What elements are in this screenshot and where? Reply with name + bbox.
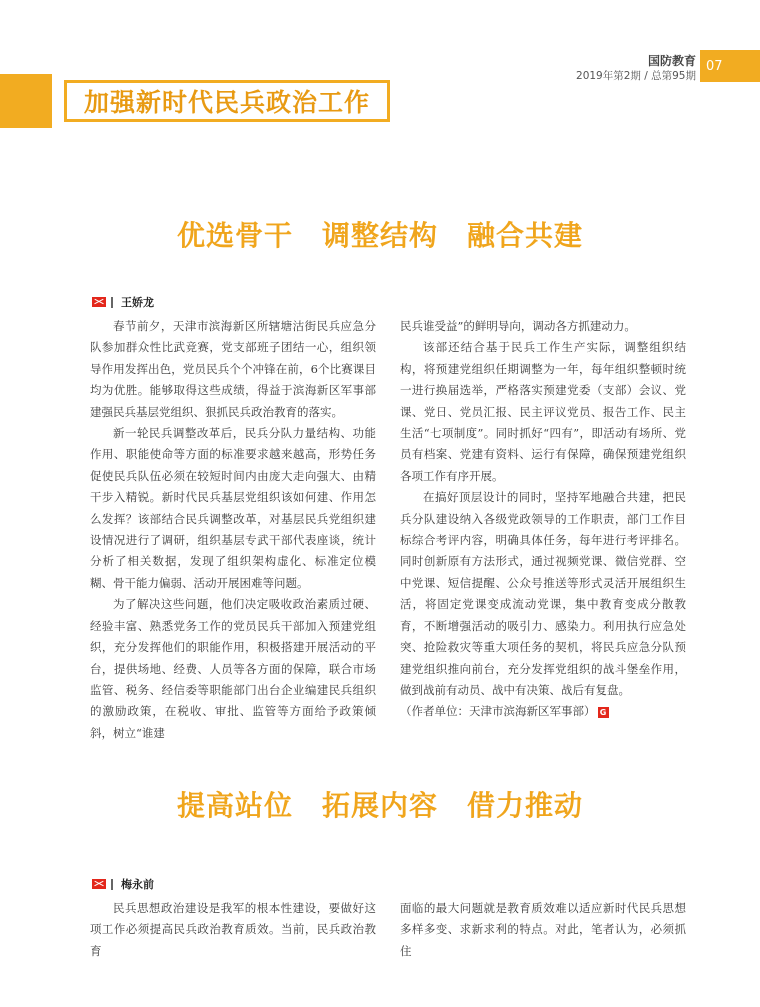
article1-author: 王娇龙: [121, 296, 154, 309]
byline-divider: [111, 297, 113, 308]
section-title-box: [64, 80, 390, 122]
article2-headline: 提高站位 拓展内容 借力推动: [176, 789, 583, 822]
article1-author-note: （作者单位：天津市滨海新区军事部）: [400, 704, 596, 719]
article2-paragraph: 民兵思想政治建设是我军的根本性建设，要做好这项工作必须提高民兵政治教育质效。当前，民兵政治教育: [90, 901, 376, 958]
page-number-box: [700, 50, 760, 82]
article1-byline: [92, 294, 154, 310]
header-accent-block: [0, 74, 52, 128]
section-title: 加强新时代民兵政治工作: [83, 88, 370, 117]
article2-author: 梅永前: [121, 878, 154, 891]
page-number: 07: [706, 58, 723, 74]
author-mark-icon: [92, 879, 106, 889]
article1-author-note-line: [400, 701, 686, 722]
article1-paragraph: 春节前夕，天津市滨海新区所辖塘沽街民兵应急分队参加群众性比武竞赛，党支部班子团结一心，组织领导作用发挥出色，党员民兵个个冲锋在前，6个比赛课目均为优胜。能够取得这些成绩，得益于滨海新区军事部建强民兵基层党组织、狠抓民兵政治教育的落实。: [90, 319, 376, 419]
article1-paragraph: 在搞好顶层设计的同时，坚持军地融合共建，把民兵分队建设纳入各级党政领导的工作职责，部门工作目标综合考评内容，明确具体任务，每年进行考评排名。同时创新原有方法形式，通过视频党课、微信党群、空中党课、短信提醒、公众号推送等形式灵活开展组织生活，将固定党课变成流动党课，集中教育变成分散教育，不断增强活动的吸引力、感染力。利用执行应急处突、抢险救灾等重大项任务的契机，将民兵应急分队预建党组织推向前台，充分发挥党组织的战斗堡垒作用，做到战前有动员、战中有决策、战后有复盘。: [400, 490, 686, 697]
issue-info: 2019年第2期 / 总第95期: [576, 70, 696, 82]
author-mark-icon: [92, 297, 106, 307]
article1-paragraph: 为了解决这些问题，他们决定吸收政治素质过硬、经验丰富、熟悉党务工作的党员民兵干部加入预建党组织，充分发挥他们的职能作用，积极搭建开展活动的平台，提供场地、经费、人员等各方面的保障，联合市场监管、税务、经信委等职能部门出台企业编建民兵组织的激励政策，在税收、审批、监管等方面给予政策倾斜，树立“谁建: [90, 597, 376, 740]
article2-right-column: [400, 898, 686, 962]
journal-name: 国防教育: [647, 54, 696, 68]
byline-divider: [111, 879, 113, 890]
article1-continuation: 民兵谁受益”的鲜明导向，调动各方抓建动力。: [400, 319, 636, 333]
end-mark-icon: G: [598, 707, 609, 718]
article1-paragraph: 该部还结合基于民兵工作生产实际，调整组织结构，将预建党组织任期调整为一年，每年组织整顿时统一进行换届选举，严格落实预建党委（支部）会议、党课、党日、党员汇报、民主评议党员、报告工作、民主生活“七项制度”。同时抓好“四有”，即活动有场所、党员有档案、党建有资料、运行有保障，确保预建党组织各项工作有序开展。: [400, 340, 686, 483]
article1-headline: 优选骨干 调整结构 融合共建: [176, 219, 583, 252]
article2-left-column: [90, 898, 376, 962]
article1-left-column: [90, 316, 376, 744]
article1-right-column: [400, 316, 686, 723]
article1-paragraph: 新一轮民兵调整改革后，民兵分队力量结构、功能作用、职能使命等方面的标准要求越来越高，形势任务促使民兵队伍必须在较短时间内由庞大走向强大、由精干步入精锐。新时代民兵基层党组织该如何建、作用怎么发挥？该部结合民兵调整改革，对基层民兵党组织建设情况进行了调研，组织基层专武干部代表座谈，统计分析了相关数据，发现了组织架构虚化、标准定位模糊、骨干能力偏弱、活动开展困难等问题。: [90, 426, 376, 590]
article2-byline: [92, 876, 154, 892]
article2-continuation: 面临的最大问题就是教育质效难以适应新时代民兵思想多样多变、求新求利的特点。对此，笔者认为，必须抓住: [400, 901, 686, 958]
